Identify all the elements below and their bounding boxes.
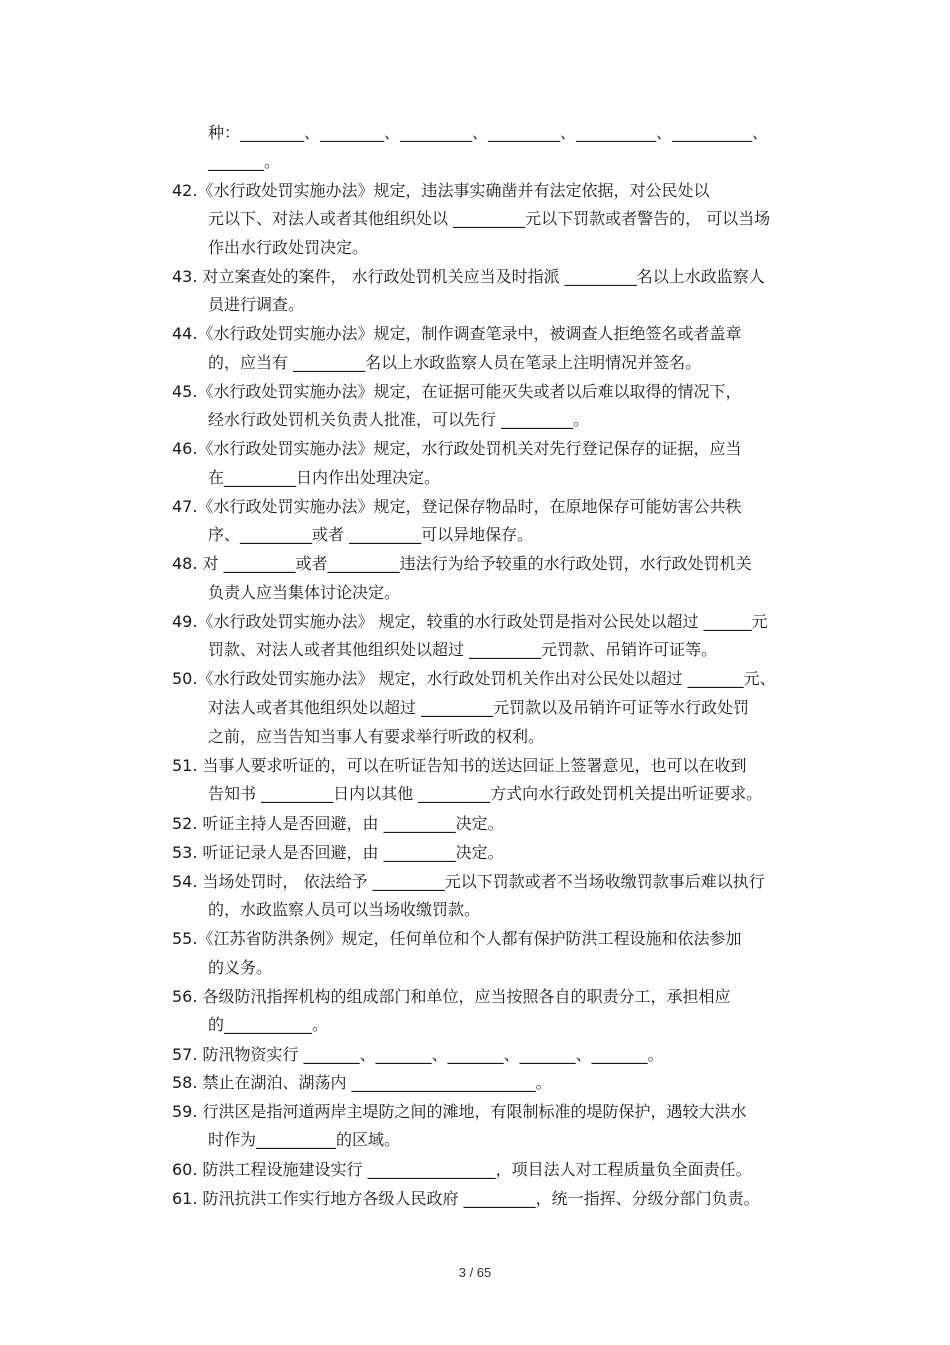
- text-line: 经水行政处罚机关负责人批准，可以先行 _________。: [208, 410, 590, 429]
- text-line: 对法人或者其他组织处以超过 _________元罚款以及吊销许可证等水行政处罚: [208, 698, 750, 717]
- text-line: 的，水政监察人员可以当场收缴罚款。: [208, 900, 481, 919]
- question-47: 47.《水行政处罚实施办法》规定，登记保存物品时，在原地保存可能妨害公共秩: [172, 497, 742, 516]
- text-line: 的义务。: [208, 958, 273, 977]
- text-line: 员进行调查。: [208, 295, 305, 314]
- question-48: 48. 对 _________或者_________违法行为给予较重的水行政处罚，水行政处罚机关: [172, 554, 752, 573]
- text-line: 作出水行政处罚决定。: [208, 238, 369, 257]
- question-43: 43. 对立案查处的案件， 水行政处罚机关应当及时指派 _________名以上水政监察人: [172, 267, 765, 286]
- text-line: 在_________日内作出处理决定。: [208, 468, 441, 487]
- text-line: 的，应当有 _________名以上水政监察人员在笔录上注明情况并签名。: [208, 353, 702, 372]
- question-50: 50.《水行政处罚实施办法》 规定，水行政处罚机关作出对公民处以超过 _______元、: [172, 669, 776, 688]
- page-number: 3 / 65: [458, 1265, 492, 1280]
- text-line: 之前，应当告知当事人有要求举行听政的权利。: [208, 727, 545, 746]
- question-60: 60. 防洪工程设施建设实行 ________________，项目法人对工程质量负全面责任。: [172, 1160, 752, 1179]
- question-55: 55.《江苏省防洪条例》规定，任何单位和个人都有保护防洪工程设施和依法参加: [172, 929, 742, 948]
- question-61: 61. 防汛抗洪工作实行地方各级人民政府 _________，统一指挥、分级分部门负责。: [172, 1189, 760, 1208]
- text-line: 序、_________或者 _________可以异地保存。: [208, 525, 534, 544]
- text-line: 的___________。: [208, 1015, 329, 1034]
- text-line: _______。: [208, 152, 281, 171]
- text-line: 罚款、对法人或者其他组织处以超过 _________元罚款、吊销许可证等。: [208, 640, 718, 659]
- question-53: 53. 听证记录人是否回避，由 _________决定。: [172, 843, 504, 862]
- text-line: 元以下、对法人或者其他组织处以 _________元以下罚款或者警告的， 可以当场: [208, 209, 771, 228]
- text-line: 种：________、________、_________、_________、__________、__________、: [208, 123, 769, 142]
- text-line: 时作为__________的区域。: [208, 1130, 401, 1149]
- question-46: 46.《水行政处罚实施办法》规定，水行政处罚机关对先行登记保存的证据，应当: [172, 439, 742, 458]
- question-49: 49.《水行政处罚实施办法》 规定，较重的水行政处罚是指对公民处以超过 ______元: [172, 612, 768, 631]
- text-line: 负责人应当集体讨论决定。: [208, 583, 401, 602]
- text-line: 告知书 _________日内以其他 _________方式向水行政处罚机关提出听证要求。: [208, 784, 763, 803]
- question-51: 51. 当事人要求听证的，可以在听证告知书的送达回证上签署意见，也可以在收到: [172, 756, 747, 775]
- question-58: 58. 禁止在湖泊、湖荡内 _______________________。: [172, 1073, 552, 1092]
- question-56: 56. 各级防汛指挥机构的组成部门和单位，应当按照各自的职责分工，承担相应: [172, 987, 731, 1006]
- question-45: 45.《水行政处罚实施办法》规定，在证据可能灭失或者以后难以取得的情况下，: [172, 382, 742, 401]
- question-52: 52. 听证主持人是否回避，由 _________决定。: [172, 814, 504, 833]
- question-42: 42.《水行政处罚实施办法》规定，违法事实确凿并有法定依据，对公民处以: [172, 181, 710, 200]
- question-59: 59. 行洪区是指河道两岸主堤防之间的滩地，有限制标准的堤防保护，遇较大洪水: [172, 1102, 747, 1121]
- question-57: 57. 防汛物资实行 _______、_______、_______、_______、_______。: [172, 1045, 664, 1064]
- question-44: 44.《水行政处罚实施办法》规定，制作调查笔录中，被调查人拒绝签名或者盖章: [172, 324, 742, 343]
- question-54: 54. 当场处罚时， 依法给予 _________元以下罚款或者不当场收缴罚款事后难以执行: [172, 872, 765, 891]
